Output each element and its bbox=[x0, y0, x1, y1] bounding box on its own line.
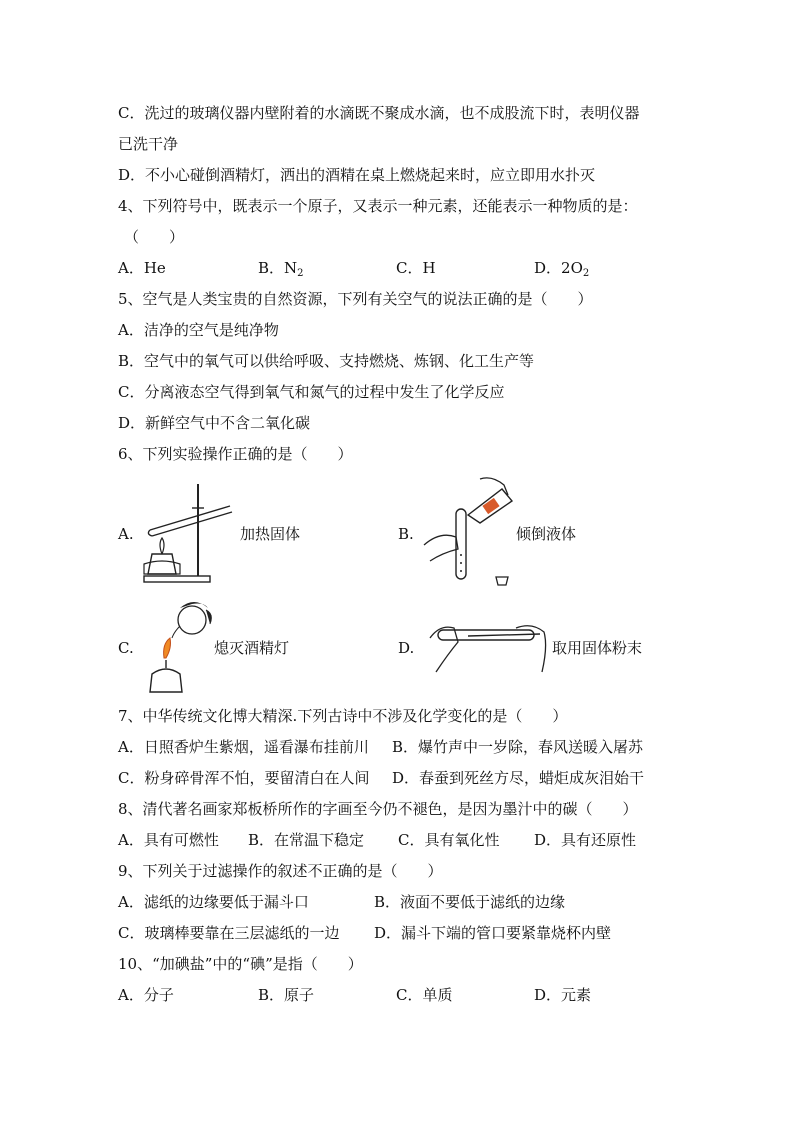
q5-option-b: B．空气中的氧气可以供给呼吸、支持燃烧、炼钢、化工生产等 bbox=[118, 352, 535, 370]
q8-option-b: B．在常温下稳定 bbox=[248, 831, 365, 849]
q6-stem: 6、下列实验操作正确的是（ ） bbox=[118, 445, 353, 463]
q8-option-c: C．具有氧化性 bbox=[398, 831, 500, 849]
q5-option-c: C．分离液态空气得到氧气和氮气的过程中发生了化学反应 bbox=[118, 383, 505, 401]
q5-stem: 5、空气是人类宝贵的自然资源，下列有关空气的说法正确的是（ ） bbox=[118, 290, 593, 308]
q10-option-a: A．分子 bbox=[118, 986, 174, 1004]
q10-option-c: C．单质 bbox=[396, 986, 453, 1004]
q3-option-c-line1: C．洗过的玻璃仪器内壁附着的水滴既不聚成水滴，也不成股流下时，表明仪器 bbox=[118, 104, 640, 122]
q6-option-c-letter: C. bbox=[118, 639, 134, 657]
q4-option-d bbox=[534, 258, 589, 284]
q7-stem: 7、中华传统文化博大精深.下列古诗中不涉及化学变化的是（ ） bbox=[118, 707, 568, 725]
q5-option-a: A．洁净的空气是纯净物 bbox=[118, 321, 279, 339]
q4-stem: 4、下列符号中，既表示一个原子，又表示一种元素，还能表示一种物质的是： bbox=[118, 197, 638, 215]
q6-option-d-caption: 取用固体粉末 bbox=[552, 639, 643, 657]
q10-option-d: D．元素 bbox=[534, 986, 592, 1004]
q6-option-d-letter: D. bbox=[398, 639, 415, 657]
q10-stem: 10、“加碘盐”中的“碘”是指（ ） bbox=[118, 955, 363, 973]
q9-option-c: C．玻璃棒要靠在三层滤纸的一边 bbox=[118, 924, 340, 942]
q10-option-b: B．原子 bbox=[258, 986, 315, 1004]
q9-option-a: A．滤纸的边缘要低于漏斗口 bbox=[118, 893, 309, 911]
q8-option-a: A．具有可燃性 bbox=[118, 831, 219, 849]
q8-stem: 8、清代著名画家郑板桥所作的字画至今仍不褪色，是因为墨汁中的碳（ ） bbox=[118, 800, 638, 818]
q4-option-b bbox=[258, 258, 304, 284]
q3-option-d: D．不小心碰倒酒精灯，洒出的酒精在桌上燃烧起来时，应立即用水扑灭 bbox=[118, 166, 596, 184]
extinguish-lamp-figure bbox=[142, 598, 214, 698]
q6-option-b-caption: 倾倒液体 bbox=[516, 525, 577, 543]
heating-solid-figure bbox=[138, 478, 234, 586]
q6-option-a-letter: A. bbox=[118, 525, 134, 543]
q6-option-b-letter: B. bbox=[398, 525, 414, 543]
q4-option-c: C．H bbox=[396, 259, 436, 277]
q9-stem: 9、下列关于过滤操作的叙述不正确的是（ ） bbox=[118, 862, 443, 880]
pouring-liquid-figure bbox=[420, 475, 515, 587]
q4-option-a: A．He bbox=[118, 259, 166, 277]
q4-option-b-text: B．N bbox=[258, 259, 298, 277]
q9-option-d: D．漏斗下端的管口要紧靠烧杯内壁 bbox=[374, 924, 612, 942]
q4-option-d-text: D．2O bbox=[534, 259, 583, 277]
q7-option-b: B．爆竹声中一岁除，春风送暖入屠苏 bbox=[392, 738, 644, 756]
q9-option-b: B．液面不要低于滤纸的边缘 bbox=[374, 893, 566, 911]
q3-option-c-line2: 已洗干净 bbox=[118, 135, 179, 153]
q5-option-d: D．新鲜空气中不含二氧化碳 bbox=[118, 414, 311, 432]
q6-option-a-caption: 加热固体 bbox=[240, 525, 301, 543]
q7-option-c: C．粉身碎骨浑不怕，要留清白在人间 bbox=[118, 769, 370, 787]
take-powder-figure bbox=[428, 614, 552, 674]
q4-option-b-subscript: 2 bbox=[297, 268, 304, 279]
q7-option-d: D．春蚕到死丝方尽，蜡炬成灰泪始干 bbox=[392, 769, 645, 787]
q4-option-d-subscript: 2 bbox=[582, 268, 590, 279]
q7-option-a: A．日照香炉生紫烟，遥看瀑布挂前川 bbox=[118, 738, 369, 756]
q6-option-c-caption: 熄灭酒精灯 bbox=[214, 639, 290, 657]
q4-answer-blank: （ ） bbox=[124, 228, 185, 246]
q8-option-d: D．具有还原性 bbox=[534, 831, 637, 849]
